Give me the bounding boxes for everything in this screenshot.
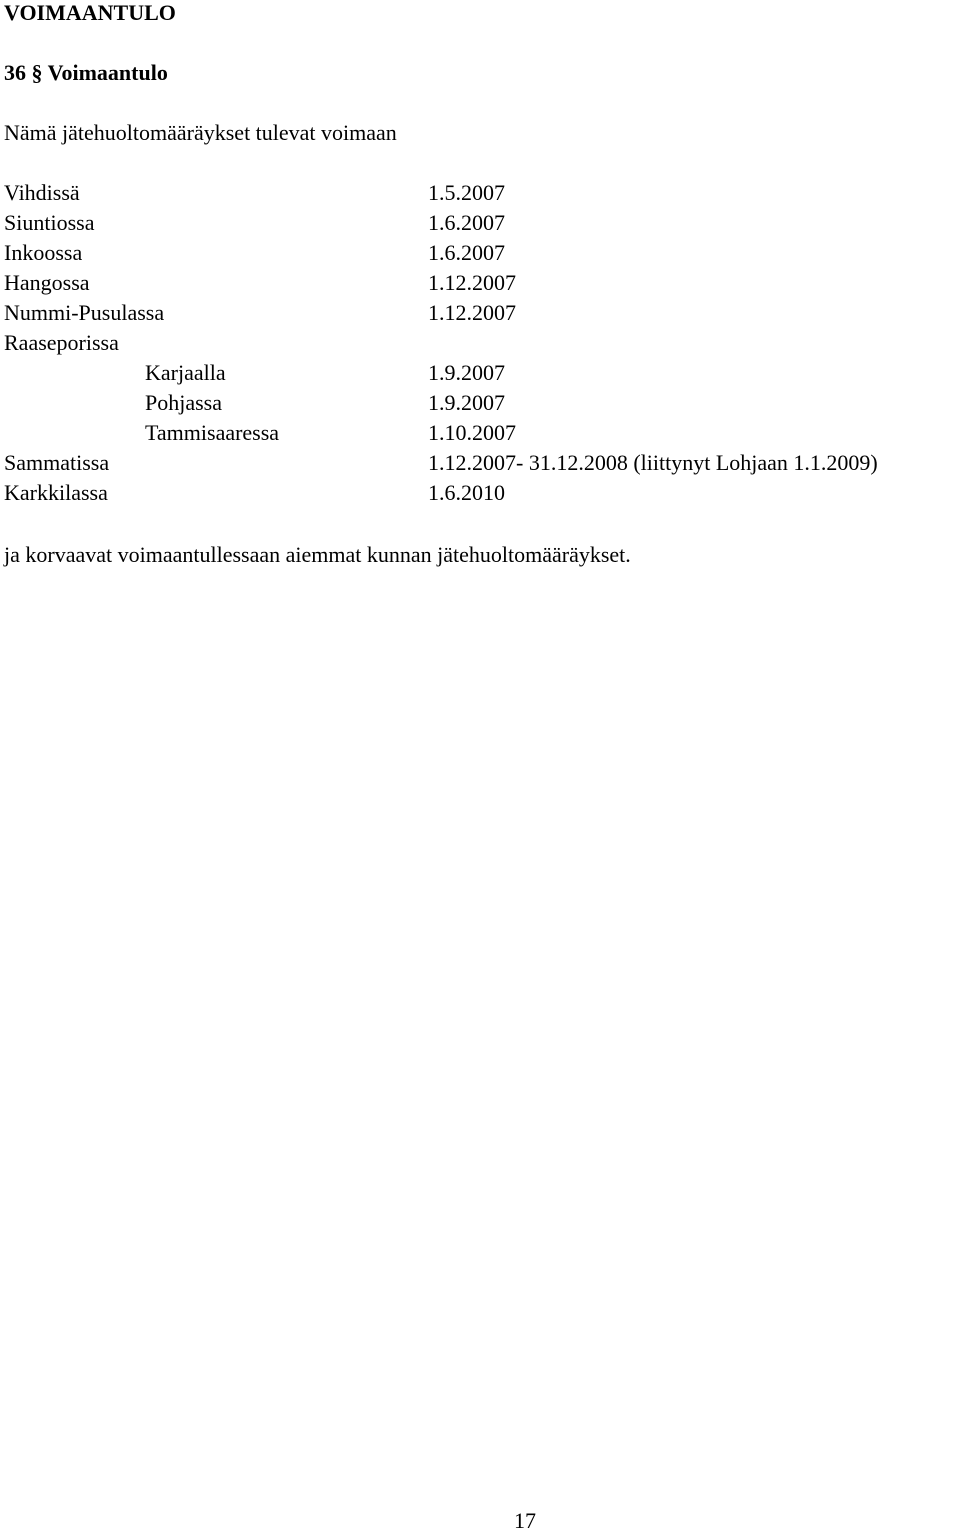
- effective-date: 1.12.2007- 31.12.2008 (liittynyt Lohjaan 1.1.2009): [428, 450, 878, 475]
- list-item: [4, 418, 954, 448]
- effective-date: 1.5.2007: [428, 180, 505, 205]
- sub-area-name: Tammisaaressa: [145, 420, 280, 445]
- list-item: [4, 178, 954, 208]
- effective-date: 1.10.2007: [428, 420, 516, 445]
- municipality-name: Nummi-Pusulassa: [4, 300, 165, 325]
- effective-dates-list: [4, 178, 954, 508]
- list-item: [4, 448, 954, 478]
- list-item: [4, 478, 954, 508]
- list-item: [4, 208, 954, 238]
- list-item: [4, 298, 954, 328]
- municipality-name: Hangossa: [4, 270, 90, 295]
- list-item: [4, 328, 954, 358]
- effective-date: 1.9.2007: [428, 360, 505, 385]
- municipality-name: Sammatissa: [4, 450, 110, 475]
- effective-date: 1.6.2007: [428, 240, 505, 265]
- municipality-name: Raaseporissa: [4, 330, 119, 355]
- list-item: [4, 268, 954, 298]
- list-item: [4, 358, 954, 388]
- intro-text: Nämä jätehuoltomääräykset tulevat voimaan: [4, 120, 397, 145]
- effective-date: 1.12.2007: [428, 300, 516, 325]
- section-title: 36 § Voimaantulo: [4, 60, 168, 85]
- effective-date: 1.12.2007: [428, 270, 516, 295]
- document-heading: VOIMAANTULO: [4, 0, 176, 25]
- municipality-name: Inkoossa: [4, 240, 83, 265]
- municipality-name: Karkkilassa: [4, 480, 108, 505]
- closing-text: ja korvaavat voimaantullessaan aiemmat kunnan jätehuoltomääräykset.: [4, 542, 631, 567]
- effective-date: 1.6.2007: [428, 210, 505, 235]
- effective-date: 1.6.2010: [428, 480, 505, 505]
- sub-area-name: Karjaalla: [145, 360, 226, 385]
- effective-date: 1.9.2007: [428, 390, 505, 415]
- list-item: [4, 238, 954, 268]
- municipality-name: Siuntiossa: [4, 210, 95, 235]
- sub-area-name: Pohjassa: [145, 390, 222, 415]
- list-item: [4, 388, 954, 418]
- page-number: 17: [514, 1508, 536, 1533]
- municipality-name: Vihdissä: [4, 180, 80, 205]
